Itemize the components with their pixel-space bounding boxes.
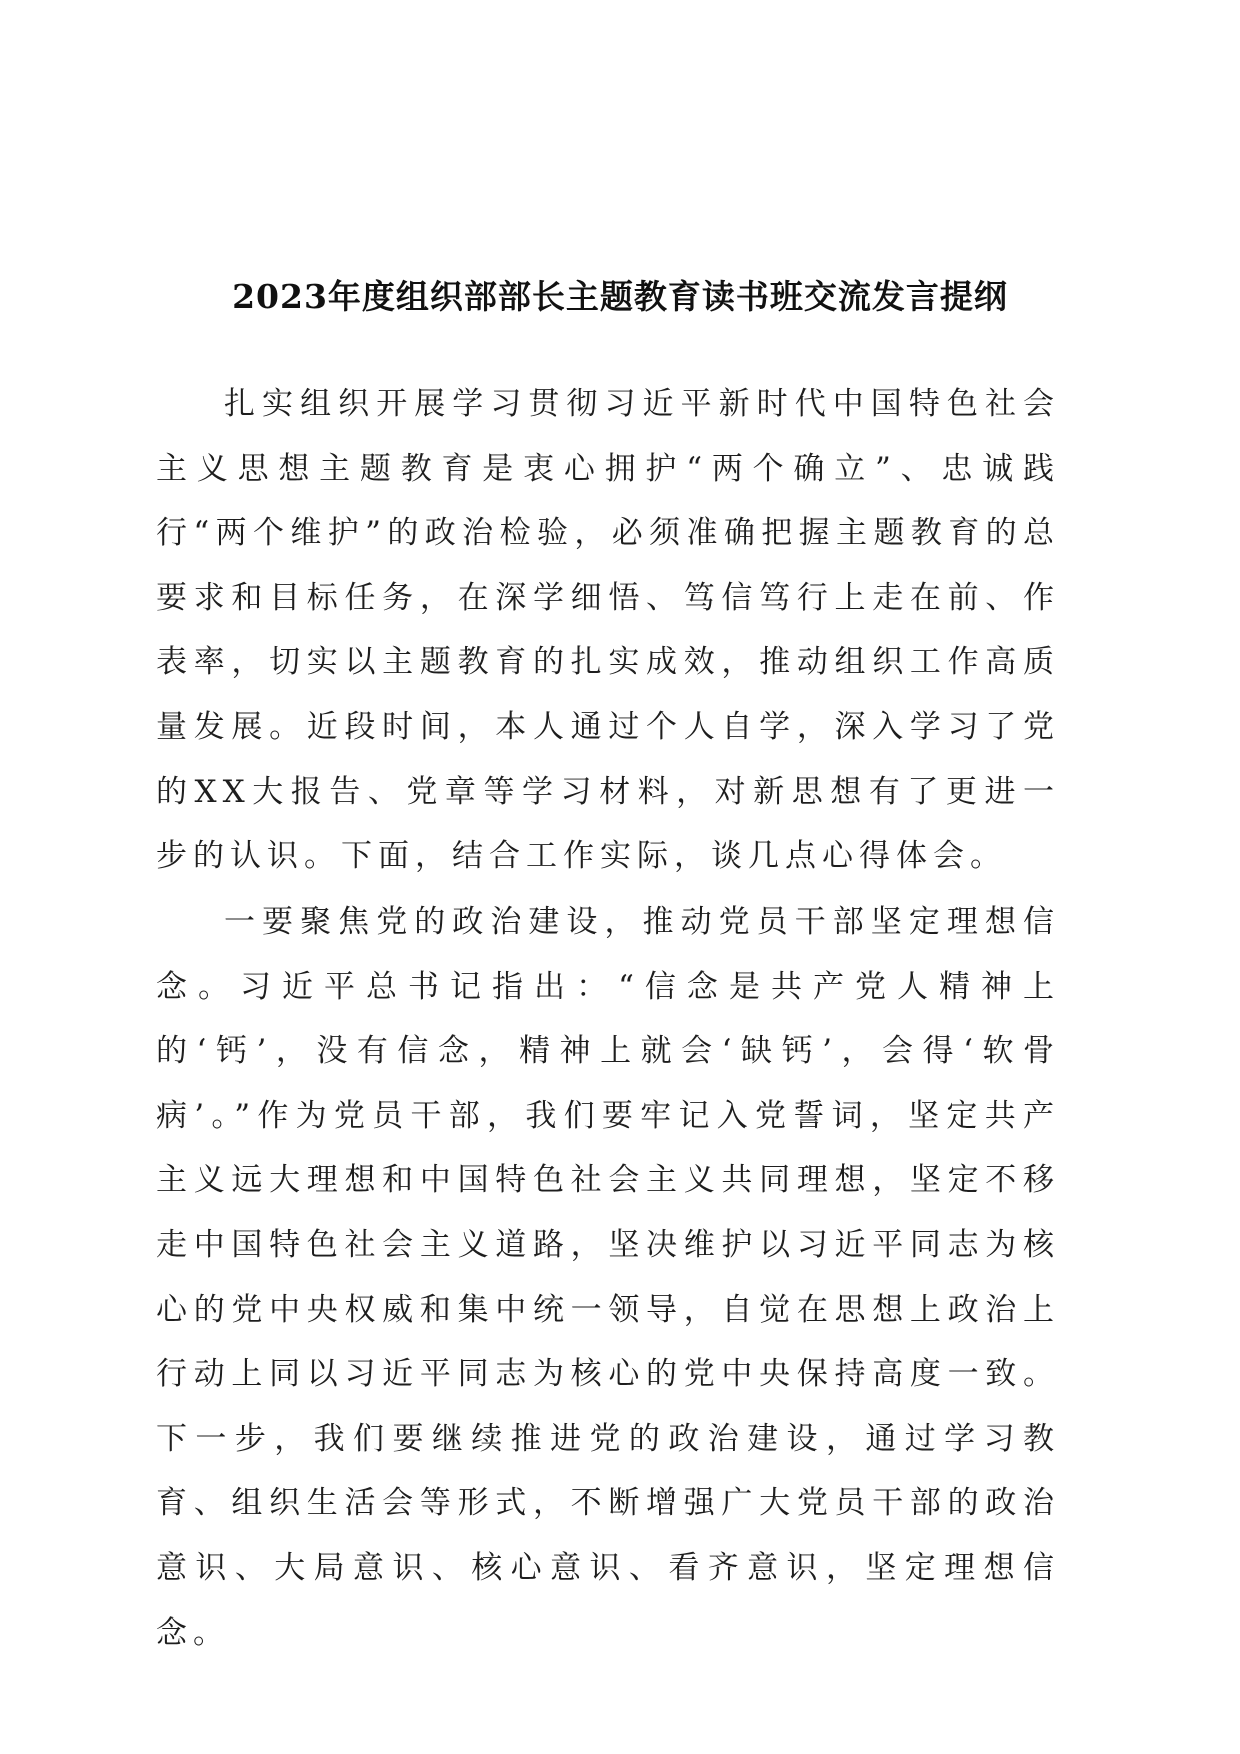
document-title: 2023年度组织部部长主题教育读书班交流发言提纲: [232, 277, 1008, 316]
paragraph-point-one: 一要聚焦党的政治建设，推动党员干部坚定理想信念。习近平总书记指出：“信念是共产党人精神上的‘钙’，没有信念，精神上就会‘缺钙’，会得‘软骨病’。”作为党员干部，我们要牢记入党誓词，坚定共产主义远大理想和中国特色社会主义共同理想，坚定不移走中国特色社会主义道路，坚决维护以习近平同志为核心的党中央权威和集中统一领导，自觉在思想上政治上行动上同以习近平同志为核心的党中央保持高度一致。下一步，我们要继续推进党的政治建设，通过学习教育、组织生活会等形式，不断增强广大党员干部的政治意识、大局意识、核心意识、看齐意识，坚定理想信念。: [156, 904, 1060, 1651]
paragraph-intro: 扎实组织开展学习贯彻习近平新时代中国特色社会主义思想主题教育是衷心拥护“两个确立”、忠诚践行“两个维护”的政治检验，必须准确把握主题教育的总要求和目标任务，在深学细悟、笃信笃行上走在前、作表率，切实以主题教育的扎实成效，推动组织工作高质量发展。近段时间，本人通过个人自学，深入学习了党的XX大报告、党章等学习材料，对新思想有了更进一步的认识。下面，结合工作实际，谈几点心得体会。: [156, 386, 1060, 875]
